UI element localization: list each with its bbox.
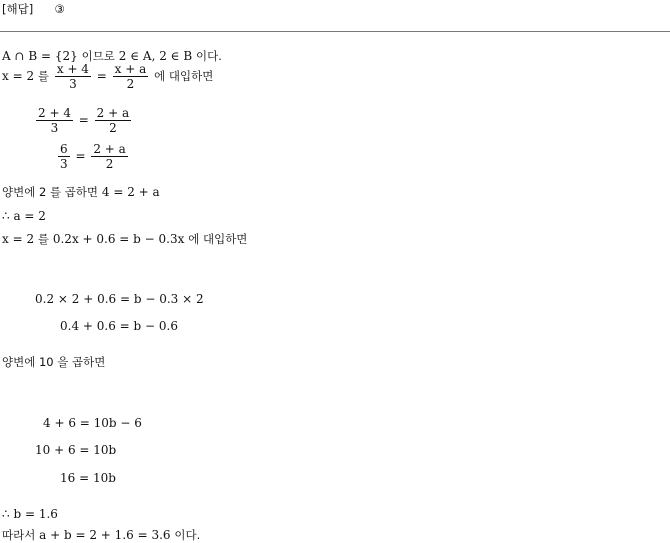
fraction-x-plus-4: $\frac{x + 4}{3}$: [56, 62, 89, 91]
multiply-line-2: 양변에 10 을 곱하면: [2, 355, 106, 369]
x-equals-2: x = 2: [2, 69, 35, 83]
equation-step-4: 10 + 6 = 10b: [35, 443, 117, 457]
multiply-line-1: [2, 185, 160, 199]
equation-step-5: 16 = 10b: [60, 471, 116, 485]
intersection-text: 이므로: [81, 49, 115, 63]
final-line: 따라서 a + b = 2 + 1.6 = 3.6 이다.: [2, 528, 201, 542]
fraction-x-plus-a: $\frac{x + a}{2}$: [114, 62, 147, 91]
fraction-step-2: $\frac{6}{3}$ = $\frac{2 + a}{2}$: [60, 142, 126, 171]
linear-equation: 0.2x + 0.6 = b − 0.3x: [52, 232, 185, 246]
answer-header: [2, 2, 65, 16]
fraction-step-1: $\frac{2 + 4}{3}$ = $\frac{2 + a}{2}$: [38, 106, 130, 135]
equation-step-2: 0.4 + 0.6 = b − 0.6: [60, 319, 178, 333]
multiply-math-1: 4 = 2 + a: [101, 185, 160, 199]
multiply-text-1: 양변에 2 를 곱하면: [2, 185, 99, 199]
substitute-line-2: x = 2 를 0.2x + 0.6 = b − 0.3x 에 대입하면: [2, 232, 248, 246]
substitute-line-1: x = 2 를 $\frac{x + 4}{3}$ = $\frac{x + a}{2}$ 에 대입하면: [2, 62, 214, 91]
substitute-text: 에 대입하면: [154, 69, 214, 83]
equation-step-1: 0.2 × 2 + 0.6 = b − 0.3 × 2: [35, 292, 204, 306]
final-math: a + b = 2 + 1.6 = 3.6: [39, 528, 171, 542]
particle-text: 를: [37, 69, 50, 83]
answer-label: [해답]: [2, 2, 34, 16]
result-b: ∴ b = 1.6: [2, 507, 58, 521]
intersection-end: 이다.: [195, 49, 222, 63]
membership-math: 2 ∈ A, 2 ∈ B: [118, 49, 193, 63]
answer-choice: ③: [54, 2, 65, 16]
divider: [0, 31, 670, 32]
intersection-line: [2, 49, 222, 63]
x-equals-2-second: x = 2: [2, 232, 35, 246]
result-a: ∴ a = 2: [2, 209, 46, 223]
equation-step-3: 4 + 6 = 10b − 6: [43, 416, 142, 430]
intersection-math: A ∩ B = {2}: [2, 49, 78, 63]
